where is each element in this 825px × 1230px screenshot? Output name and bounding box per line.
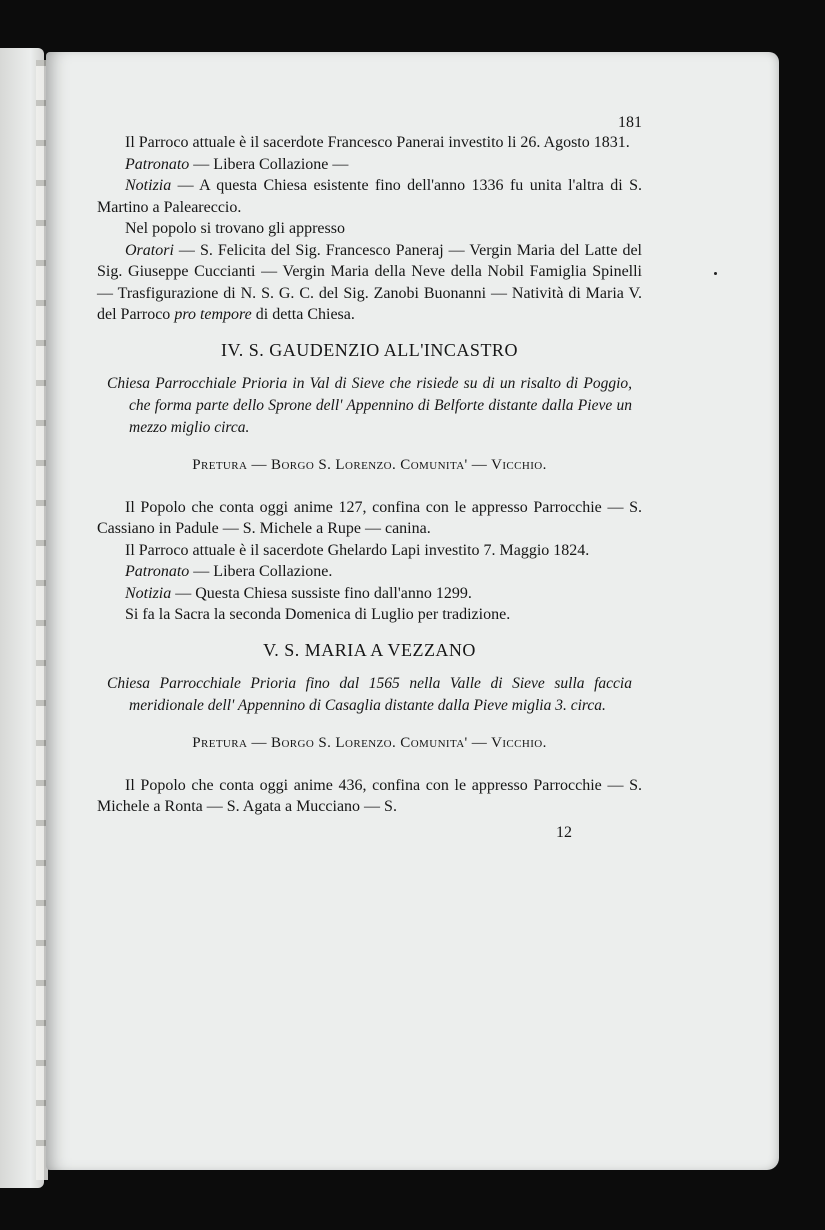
parroco-paragraph: Il Parroco attuale è il sacerdote Francesco Panerai investito li 26. Agosto 1831. — [125, 134, 630, 151]
section-iv-patronato-label: Patronato — [125, 563, 190, 580]
ink-speck — [714, 272, 717, 275]
patronato-paragraph — [97, 154, 642, 176]
patronato-text: — Libera Collazione — — [189, 155, 349, 173]
section-v-description: Chiesa Parrocchiale Prioria fino dal 1565 nella Valle di Sieve sulla faccia meridionale dell' Appennino di Casaglia distante dalla Pieve miglia 3. circa. — [107, 675, 632, 714]
patronato-label: Patronato — [125, 155, 190, 173]
oratori-text: — S. Felicita del Sig. Francesco Paneraj — Vergin Maria del Latte del Sig. Giuseppe Cuccianti — Vergin Maria della Neve della Nobil Famiglia Spinelli — Trasfigurazione di N. S. G. C. del Sig. Zanobi Buonanni — Natività di Maria V. del Parroco — [97, 241, 642, 323]
section-iv-popolo: Il Popolo che conta oggi anime 127, confina con le appresso Parrocchie — S. Cassiano in Padule — S. Michele a Rupe — canina. — [97, 498, 642, 537]
oratori-paragraph — [97, 240, 642, 326]
section-iv-jurisdiction: Pretura — Borgo S. Lorenzo. Comunita' — Vicchio. — [192, 457, 547, 473]
section-iv-heading: IV. S. GAUDENZIO ALL'INCASTRO — [221, 339, 518, 360]
notizia-paragraph — [97, 175, 642, 218]
section-iv-patronato — [97, 561, 642, 583]
section-v-jurisdiction: Pretura — Borgo S. Lorenzo. Comunita' — Vicchio. — [192, 735, 547, 751]
section-iv-parroco: Il Parroco attuale è il sacerdote Ghelardo Lapi investito 7. Maggio 1824. — [125, 541, 590, 559]
pro-tempore: pro tempore — [174, 306, 252, 323]
section-iv-notizia-label: Notizia — [125, 584, 172, 602]
section-iv-notizia — [97, 583, 642, 605]
section-iv-notizia-text: — Questa Chiesa sussiste fino dall'anno 1299. — [171, 584, 472, 602]
section-v-heading: V. S. MARIA A VEZZANO — [263, 639, 476, 660]
popolo-paragraph: Nel popolo si trovano gli appresso — [125, 220, 345, 237]
section-v-popolo: Il Popolo che conta oggi anime 436, confina con le appresso Parrocchie — S. Michele a Ronta — S. Agata a Mucciano — S. — [97, 776, 642, 815]
page-number: 181 — [618, 114, 642, 131]
page-content — [97, 112, 642, 843]
notizia-text: — A questa Chiesa esistente fino dell'anno 1336 fu unita l'altra di S. Martino a Paleareccio. — [97, 177, 642, 216]
section-iv-patronato-text: — Libera Collazione. — [189, 563, 333, 580]
oratori-end: di detta Chiesa. — [251, 306, 355, 323]
section-iv-sacra: Si fa la Sacra la seconda Domenica di Luglio per tradizione. — [125, 606, 511, 623]
oratori-label: Oratori — [125, 241, 174, 259]
notizia-label: Notizia — [125, 177, 172, 194]
signature-number: 12 — [556, 823, 572, 841]
section-iv-description: Chiesa Parrocchiale Prioria in Val di Sieve che risiede su di un risalto di Poggio, che forma parte dello Sprone dell' Appennino di Belforte distante dalla Pieve un mezzo miglio circa. — [107, 375, 632, 436]
